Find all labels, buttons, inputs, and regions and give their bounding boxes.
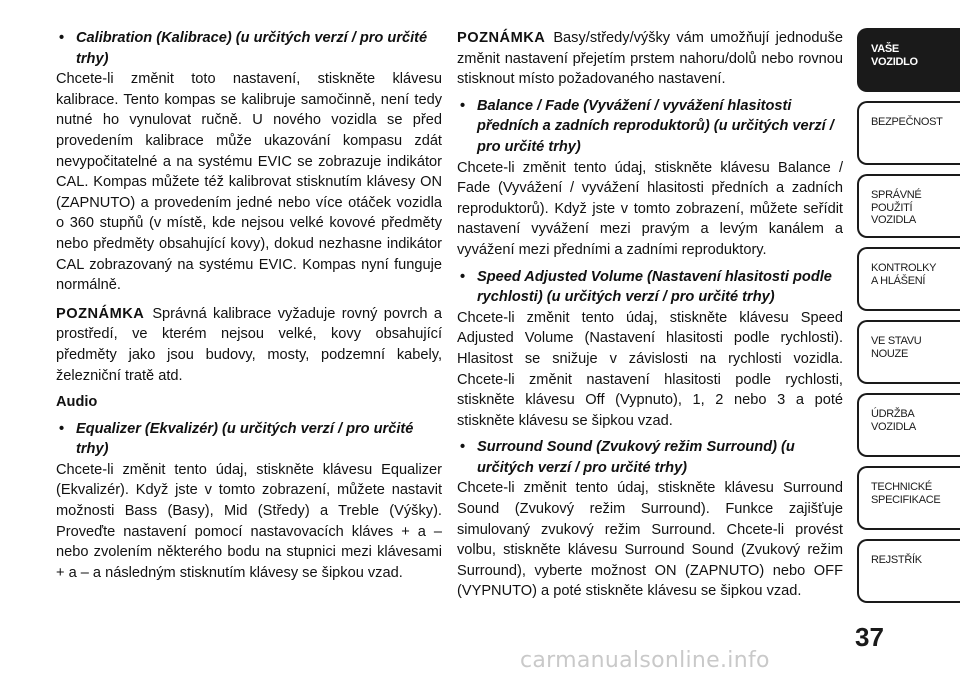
tab-kontrolky-a-hlaseni[interactable]: KONTROLKY A HLÁŠENÍ <box>857 247 960 311</box>
chapter-sidebar <box>857 28 960 612</box>
right-column <box>457 28 843 602</box>
tab-vase-vozidlo[interactable]: VAŠE VOZIDLO <box>857 28 960 92</box>
left-note-text: Správná kalibrace vyžaduje rovný povrch a prostředí, ve kterém nejsou velké, kovy obsahující předměty jako jsou budovy, mosty, podzemní kabely, železniční tratě atd. <box>56 305 442 384</box>
tab-spravne-pouziti-vozidla[interactable]: SPRÁVNÉ POUŽITÍ VOZIDLA <box>857 174 960 238</box>
audio-heading: Audio <box>56 394 98 411</box>
surround-title: • Surround Sound (Zvukový režim Surround) (u určitých verzí / pro určité trhy) <box>457 437 843 478</box>
surround-body: Chcete-li změnit tento údaj, stiskněte klávesu Surround Sound (Zvukový režim Surround). Funkce zajišťuje simulovaný zvukový režim Surround. Chcete-li provést volbu, stiskněte klávesu Surround Sound (Zvukový režim Surround), vyberte možnost ON (ZAPNUTO) nebo OFF (VYPNUTO) a poté stiskněte klávesu se šipkou vzad. <box>457 480 843 600</box>
calibration-body: Chcete-li změnit toto nastavení, stiskněte klávesu kalibrace. Tento kompas se kalibruje samočinně, není tedy nutné ho vynulovat ručně. U nového vozidla se před provedením kalibrace může ukazování kompasu zdát nevypočitatelné a na systému EVIC se zobrazuje indikátor CAL. Kompas můžete též kalibrovat stisknutím klávesy ON (ZAPNUTO) a provedením jedné nebo více otáček vozidla o 360 stupňů (v místě, kde nejsou velké kovové předměty nebo předměty obsahující kovy), dokud nezhasne indikátor CAL zobrazovaný na systému EVIC. Kompas nyní funguje normálně. <box>56 71 442 294</box>
watermark: carmanualsonline.info <box>520 648 770 673</box>
speed-title: • Speed Adjusted Volume (Nastavení hlasitosti podle rychlosti) (u určitých verzí / pro určité trhy) <box>457 267 843 308</box>
speed-body: Chcete-li změnit tento údaj, stiskněte klávesu Speed Adjusted Volume (Nastavení hlasitosti podle rychlosti). Hlasitost se snižuje v závislosti na rychlosti vozidla. Chcete-li změnit nastavení hlasitosti podle rychlosti, stiskněte klávesu Off (Vypnuto), 1, 2 nebo 3 a poté stiskněte klávesu se šipkou vzad. <box>457 309 843 429</box>
balance-body: Chcete-li změnit tento údaj, stiskněte klávesu Balance / Fade (Vyvážení / vyvážení hlasitosti předních a zadních reproduktorů). Když jste v tomto zobrazení, můžete seřídit nastavení vyvážení mezi pravým a levým kanálem a vyvážení mezi předními a zadními reproduktory. <box>457 159 843 258</box>
tab-bezpecnost[interactable]: BEZPEČNOST <box>857 101 960 165</box>
tab-ve-stavu-nouze[interactable]: VE STAVU NOUZE <box>857 320 960 384</box>
page-number: 37 <box>855 622 884 652</box>
equalizer-title: • Equalizer (Ekvalizér) (u určitých verzí / pro určité trhy) <box>56 419 442 460</box>
left-note-label: POZNÁMKA <box>56 305 145 322</box>
left-note <box>56 304 442 386</box>
right-note <box>457 28 843 90</box>
right-note-label: POZNÁMKA <box>457 30 546 46</box>
equalizer-body: Chcete-li změnit tento údaj, stiskněte klávesu Equalizer (Ekvalizér). Když jste v tomto zobrazení, můžete nastavit možnosti Bass (Basy), Mid (Středy) a Treble (Výšky). Proveďte nastavení pomocí nastavovacích kláves + a – nebo zvolením některého bodu na stupnici mezi klávesami + a – a následným stisknutím klávesy se šipkou vzad. <box>56 461 442 581</box>
tab-rejstrik[interactable]: REJSTŘÍK <box>857 539 960 603</box>
tab-technicke-specifikace[interactable]: TECHNICKÉ SPECIFIKACE <box>857 466 960 530</box>
balance-title: • Balance / Fade (Vyvážení / vyvážení hlasitosti předních a zadních reproduktorů) (u určitých verzí / pro určité trhy) <box>457 96 843 158</box>
right-note-text: Basy/středy/výšky vám umožňují jednoduše změnit nastavení přejetím prstem nahoru/dolů nebo rovnou stisknout místo požadovaného nastavení. <box>457 30 843 88</box>
calibration-title: • Calibration (Kalibrace) (u určitých verzí / pro určité trhy) <box>56 28 442 69</box>
tab-udrzba-vozidla[interactable]: ÚDRŽBA VOZIDLA <box>857 393 960 457</box>
left-column <box>56 28 442 583</box>
